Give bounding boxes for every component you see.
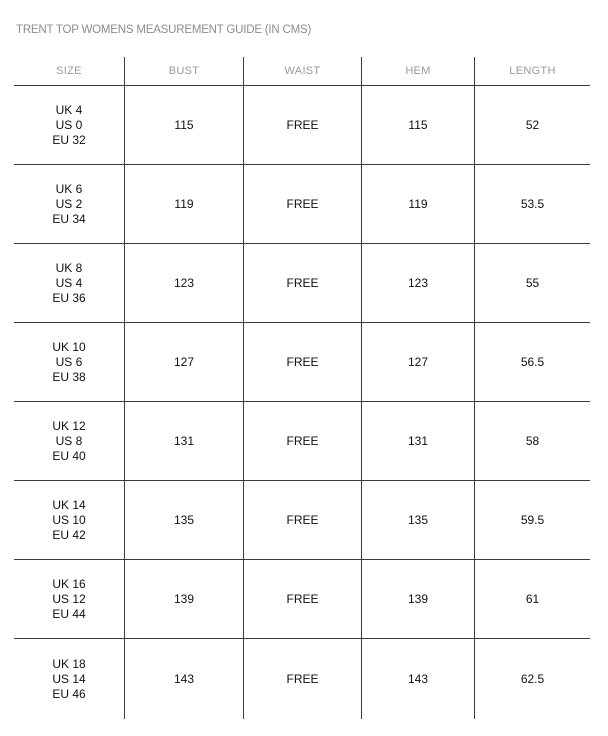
hem-cell: 139 <box>362 560 475 638</box>
size-us: US 8 <box>55 433 83 448</box>
size-eu: EU 32 <box>52 132 86 147</box>
size-cell <box>14 165 125 243</box>
bust-cell: 143 <box>125 639 244 719</box>
size-cell <box>14 402 125 480</box>
size-eu: EU 34 <box>52 211 86 226</box>
waist-cell: FREE <box>244 481 362 559</box>
size-cell <box>14 481 125 559</box>
bust-cell: 119 <box>125 165 244 243</box>
waist-cell: FREE <box>244 323 362 401</box>
size-us: US 0 <box>55 117 83 132</box>
size-uk: UK 18 <box>52 656 86 671</box>
size-cell <box>14 244 125 322</box>
size-eu: EU 40 <box>52 448 86 463</box>
header-size: SIZE <box>14 57 125 85</box>
size-eu: EU 44 <box>52 606 86 621</box>
bust-cell: 115 <box>125 86 244 164</box>
waist-cell: FREE <box>244 244 362 322</box>
length-cell: 61 <box>525 591 540 606</box>
hem-cell: 143 <box>362 639 475 719</box>
table-row <box>14 560 590 639</box>
size-uk: UK 16 <box>52 576 86 591</box>
bust-cell: 139 <box>125 560 244 638</box>
header-length: LENGTH <box>509 64 556 77</box>
size-eu: EU 46 <box>52 686 86 701</box>
length-cell: 53.5 <box>520 196 545 211</box>
size-uk: UK 12 <box>52 418 86 433</box>
size-uk: UK 6 <box>55 181 83 196</box>
size-uk: UK 4 <box>55 102 83 117</box>
header-bust: BUST <box>125 57 244 85</box>
length-cell: 52 <box>525 117 540 132</box>
header-hem: HEM <box>362 57 475 85</box>
table-row <box>14 323 590 402</box>
measurement-table <box>14 57 590 719</box>
waist-cell: FREE <box>244 560 362 638</box>
length-cell: 62.5 <box>520 671 545 686</box>
size-cell <box>14 86 125 164</box>
size-eu: EU 38 <box>52 369 86 384</box>
hem-cell: 119 <box>362 165 475 243</box>
table-row <box>14 244 590 323</box>
size-eu: EU 36 <box>52 290 86 305</box>
hem-cell: 115 <box>362 86 475 164</box>
size-cell <box>14 560 125 638</box>
size-uk: UK 10 <box>52 339 86 354</box>
size-uk: UK 8 <box>55 260 83 275</box>
table-row <box>14 165 590 244</box>
bust-cell: 127 <box>125 323 244 401</box>
page-title: TRENT TOP WOMENS MEASUREMENT GUIDE (IN CMS) <box>16 24 312 36</box>
size-cell <box>14 323 125 401</box>
bust-cell: 135 <box>125 481 244 559</box>
size-us: US 12 <box>52 591 86 606</box>
length-cell: 56.5 <box>520 354 545 369</box>
hem-cell: 123 <box>362 244 475 322</box>
hem-cell: 131 <box>362 402 475 480</box>
waist-cell: FREE <box>244 86 362 164</box>
size-us: US 2 <box>55 196 83 211</box>
size-us: US 10 <box>52 512 86 527</box>
size-us: US 14 <box>52 671 86 686</box>
table-row <box>14 402 590 481</box>
table-row <box>14 86 590 165</box>
hem-cell: 135 <box>362 481 475 559</box>
hem-cell: 127 <box>362 323 475 401</box>
size-us: US 4 <box>55 275 83 290</box>
size-cell <box>14 639 125 719</box>
waist-cell: FREE <box>244 165 362 243</box>
length-cell: 55 <box>525 275 540 290</box>
size-us: US 6 <box>55 354 83 369</box>
bust-cell: 131 <box>125 402 244 480</box>
waist-cell: FREE <box>244 402 362 480</box>
table-header-row <box>14 57 590 86</box>
waist-cell: FREE <box>244 639 362 719</box>
table-row <box>14 639 590 719</box>
header-waist: WAIST <box>244 57 362 85</box>
bust-cell: 123 <box>125 244 244 322</box>
length-cell: 59.5 <box>520 512 545 527</box>
table-row <box>14 481 590 560</box>
size-eu: EU 42 <box>52 527 86 542</box>
size-uk: UK 14 <box>52 497 86 512</box>
length-cell: 58 <box>525 433 540 448</box>
